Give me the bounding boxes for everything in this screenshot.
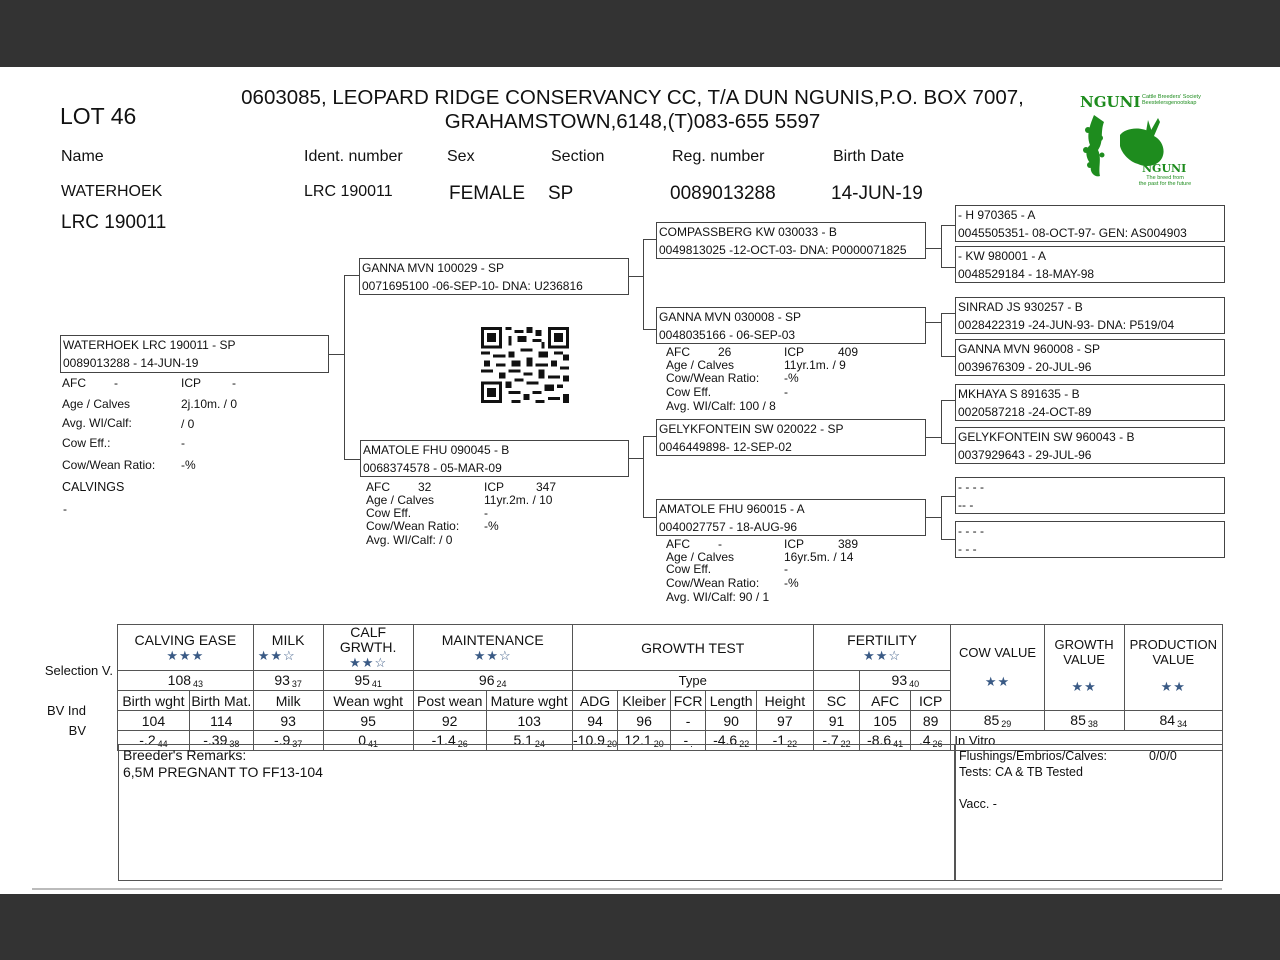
connector — [941, 356, 956, 357]
ggp-reg: -- - — [958, 498, 974, 512]
star-rating-icon: ★★ — [1071, 679, 1097, 694]
accuracy: 26 — [457, 739, 468, 749]
calvings-value: - — [63, 502, 67, 516]
group-label: CALF GRWTH. — [339, 624, 397, 655]
trait-header: Post wean — [413, 691, 486, 711]
bv-ind-cell: 103 — [486, 711, 572, 731]
trait-header: ICP — [910, 691, 951, 711]
accuracy: 38 — [229, 739, 240, 749]
dam-reg: 0068374578 - 05-MAR-09 — [363, 461, 502, 475]
bv-value: .4 — [918, 732, 931, 748]
bottom-divider — [32, 888, 1222, 890]
birth-value: 14-JUN-19 — [831, 183, 923, 204]
connector — [941, 225, 942, 268]
name-label: Name — [61, 148, 104, 165]
logo-subtitle — [1142, 94, 1201, 106]
breeder-line-2: GRAHAMSTOWN,6148,(T)083-655 5597 — [444, 110, 821, 133]
star-rating-icon: ★★ — [984, 674, 1011, 689]
connector — [941, 400, 956, 401]
trait-header: ADG — [572, 691, 618, 711]
bv-row-label: BV — [68, 723, 86, 738]
bv-value: -10.9 — [573, 732, 605, 748]
ggp-name: SINRAD JS 930257 - B — [958, 300, 1083, 314]
group-label: FERTILITY — [847, 631, 917, 648]
logo-tagline-2: the past for the future — [1138, 181, 1192, 187]
dam-box — [360, 440, 629, 477]
avgwi-value: / 0 — [181, 417, 195, 431]
sire-reg: 0071695100 -06-SEP-10- DNA: U236816 — [362, 279, 583, 293]
coweff-value: - — [181, 436, 185, 450]
coweff-value: - — [784, 385, 788, 399]
bv-value: 5.1 — [513, 732, 533, 748]
logo-tagline-1: The breed from — [1146, 175, 1184, 181]
sex-value: FEMALE — [449, 183, 526, 204]
ss-name: COMPASSBERG KW 030033 - B — [659, 225, 837, 239]
connector — [941, 225, 956, 226]
coweff-value: - — [784, 562, 788, 576]
trait-header: Birth wght — [118, 691, 190, 711]
dd-stats — [666, 537, 859, 605]
calf-growth-selection — [323, 671, 413, 691]
connector — [926, 517, 942, 518]
bv-value: -.39 — [203, 732, 228, 748]
cowwean-label: Cow/Wean Ratio: — [666, 576, 760, 590]
bv-ind-cell: 105 — [860, 711, 911, 731]
bv-ind-cell: 92 — [413, 711, 486, 731]
bv-value: -1 — [772, 732, 786, 748]
selection-value: 93 — [891, 672, 908, 688]
catalogue-page — [0, 67, 1280, 894]
age-label: Age / Calves — [666, 550, 735, 564]
dam-sire-box — [656, 419, 926, 456]
bv-ind-cell: 90 — [706, 711, 757, 731]
ggp-reg: 0028422319 -24-JUN-93- DNA: P519/04 — [958, 318, 1175, 332]
ggp-reg: 0045505351- 08-OCT-97- GEN: AS004903 — [958, 226, 1187, 240]
accuracy: 24 — [534, 739, 545, 749]
accuracy: 22 — [840, 739, 851, 749]
coweff-label: Cow Eff. — [366, 506, 412, 520]
accuracy: 20 — [606, 739, 617, 749]
trait-header: AFC — [860, 691, 911, 711]
connector — [643, 436, 657, 437]
reg-label: Reg. number — [672, 148, 765, 165]
trait-header: Kleiber — [618, 691, 671, 711]
animal-name: WATERHOEK LRC 190011 - SP — [63, 338, 236, 352]
sire-sire-box — [656, 222, 926, 259]
icp-value: 347 — [536, 480, 557, 494]
selection-value: 96 — [478, 672, 495, 688]
ggp-name: - KW 980001 - A — [958, 249, 1047, 263]
in-vitro-label: In Vitro — [951, 731, 1223, 751]
section-label: Section — [551, 148, 605, 165]
icp-stat — [181, 374, 236, 393]
cowwean-label: Cow/Wean Ratio: — [366, 519, 460, 533]
ggp-name: - H 970365 - A — [958, 208, 1036, 222]
selection-value: 93 — [274, 672, 290, 688]
afc-value: 26 — [718, 345, 732, 359]
afc-value: - — [114, 376, 118, 390]
great-grandparent-box — [955, 246, 1225, 283]
ebv-table — [117, 624, 1223, 751]
great-grandparent-box — [955, 297, 1225, 334]
bv-value: - — [683, 732, 689, 748]
trait-header: Birth Mat. — [191, 692, 252, 709]
cowwean-label: Cow/Wean Ratio: — [666, 371, 760, 385]
bv-ind-cell: 91 — [813, 711, 860, 731]
logo-tagline — [1120, 175, 1210, 187]
bv-value: 0 — [358, 732, 367, 748]
trait-header: FCR — [670, 691, 705, 711]
sex-label: Sex — [447, 148, 475, 165]
selection-row-label: Selection V. — [44, 663, 113, 678]
growth-test-header: GROWTH TEST — [572, 625, 813, 671]
coweff-label: Cow Eff.: — [62, 436, 111, 450]
star-rating-icon: ★★☆ — [473, 647, 512, 663]
dam-dam-box — [656, 499, 926, 536]
bv-value: -.9 — [273, 732, 291, 748]
afc-label: AFC — [62, 376, 86, 390]
breeders-remarks — [118, 744, 955, 881]
bv-value: -8.6 — [867, 732, 892, 748]
ggp-name: GELYKFONTEIN SW 960043 - B — [958, 430, 1135, 444]
in-vitro-info — [955, 744, 1223, 881]
great-grandparent-box — [955, 384, 1225, 421]
connector — [344, 275, 345, 460]
ss-reg: 0049813025 -12-OCT-03- DNA: P0000071825 — [659, 243, 907, 257]
birth-label: Birth Date — [833, 148, 905, 165]
index-value: 84 — [1159, 712, 1176, 728]
group-label: COW VALUE — [958, 645, 1037, 660]
accuracy: 44 — [157, 739, 168, 749]
connector — [344, 275, 360, 276]
great-grandparent-box — [955, 521, 1225, 558]
connector — [941, 496, 956, 497]
age-value: 11yr.1m. / 9 — [784, 358, 846, 372]
cowwean-value: -% — [784, 576, 799, 590]
group-label: CALVING EASE — [134, 631, 237, 648]
tests-text: Tests: CA & TB Tested — [959, 765, 1083, 779]
bv-ind-cell: 96 — [618, 711, 671, 731]
connector — [344, 459, 360, 460]
fertility-blank — [813, 671, 860, 691]
accuracy: 34 — [1177, 719, 1188, 729]
icp-label: ICP — [784, 345, 805, 359]
trait-header: Wean wght — [323, 691, 413, 711]
connector — [329, 354, 345, 355]
bv-ind-cell: - — [670, 711, 705, 731]
vacc-text: Vacc. - — [959, 797, 997, 811]
dd-reg: 0040027757 - 18-AUG-96 — [659, 520, 798, 534]
group-label: PRODUCTION VALUE — [1129, 637, 1217, 667]
breeder-address — [215, 86, 1050, 134]
trait-header: Height — [756, 691, 813, 711]
age-value: 2j.10m. / 0 — [181, 397, 238, 411]
bv-value: 12.1 — [624, 732, 652, 748]
great-grandparent-box — [955, 477, 1225, 514]
connector — [926, 248, 942, 249]
bv-ind-cell: 104 — [118, 711, 190, 731]
connector — [941, 539, 956, 540]
star-rating-icon: ★★★ — [166, 647, 205, 663]
afc-label: AFC — [666, 345, 690, 359]
trait-header: Milk — [253, 691, 323, 711]
trait-header: Mature wght — [486, 691, 572, 711]
logo-subtitle-2: Beestelersgenootskap — [1142, 100, 1197, 106]
ds-name: GELYKFONTEIN SW 020022 - SP — [659, 422, 844, 436]
connector — [941, 313, 942, 357]
connector — [643, 239, 657, 240]
ggp-reg: 0039676309 - 20-JUL-96 — [958, 360, 1092, 374]
ggp-reg: 0037929643 - 29-JUL-96 — [958, 448, 1092, 462]
ggp-name: MKHAYA S 891635 - B — [958, 387, 1080, 401]
connector — [941, 400, 942, 444]
animal-stats-labels — [62, 374, 118, 393]
flushings-value: 0/0/0 — [1149, 749, 1177, 763]
dam-stats — [366, 480, 557, 548]
age-label: Age / Calves — [62, 397, 131, 411]
dd-name: AMATOLE FHU 960015 - A — [659, 502, 805, 516]
connector — [629, 276, 644, 277]
lot-number: LOT 46 — [60, 103, 137, 129]
accuracy: 43 — [193, 679, 204, 689]
accuracy: 29 — [1001, 719, 1012, 729]
growth-value-cell — [1044, 711, 1124, 731]
great-grandparent-box — [955, 427, 1225, 464]
trait-header: SC — [813, 691, 860, 711]
afc-label: AFC — [666, 537, 690, 551]
bv-ind-cell: 89 — [910, 711, 951, 731]
selection-value: 95 — [354, 672, 370, 688]
group-label: MAINTENANCE — [441, 631, 544, 648]
icp-label: ICP — [181, 376, 202, 390]
age-value: 16yr.5m. / 14 — [784, 550, 854, 564]
ggp-reg: - - - — [958, 542, 977, 556]
name-value: WATERHOEK — [61, 183, 163, 200]
logo-title: NGUNI — [1080, 93, 1141, 111]
avgwi-label: Avg. WI/Calf: 90 / 1 — [666, 590, 770, 604]
star-rating-icon: ★★☆ — [257, 647, 296, 663]
cow-value-header — [951, 625, 1044, 711]
ggp-name: GANNA MVN 960008 - SP — [958, 342, 1101, 356]
afc-value: - — [718, 537, 722, 551]
ds-reg: 0046449898- 12-SEP-02 — [659, 440, 792, 454]
sd-stats — [666, 345, 859, 414]
connector — [941, 267, 956, 268]
growth-value-header — [1044, 625, 1124, 711]
connector — [941, 443, 956, 444]
coweff-label: Cow Eff. — [666, 385, 712, 399]
bv-value: -4.6 — [713, 732, 738, 748]
great-grandparent-box — [955, 339, 1225, 376]
sire-name: GANNA MVN 100029 - SP — [362, 261, 505, 275]
star-rating-icon: ★★☆ — [863, 647, 902, 663]
icp-value: 409 — [838, 345, 859, 359]
age-label: Age / Calves — [666, 358, 735, 372]
maintenance-header — [413, 625, 572, 671]
accuracy: 24 — [496, 679, 507, 689]
sire-box — [359, 258, 629, 295]
ident-value: LRC 190011 — [304, 183, 393, 200]
production-value-header — [1124, 625, 1222, 711]
selection-value: 108 — [167, 672, 192, 688]
bv-ind-cell: 94 — [572, 711, 618, 731]
remarks-text: 6,5M PREGNANT TO FF13-104 — [123, 764, 323, 780]
connector — [926, 437, 942, 438]
connector — [643, 329, 657, 330]
accuracy: 38 — [1087, 719, 1098, 729]
accuracy: 26 — [932, 739, 943, 749]
avgwi-label: Avg. WI/Calf: 100 / 8 — [666, 399, 776, 413]
accuracy: 37 — [291, 679, 302, 689]
remarks-label: Breeder's Remarks: — [123, 747, 247, 763]
growth-test-type: Type — [572, 671, 813, 691]
icp-label: ICP — [484, 480, 505, 494]
avgwi-label: Avg. WI/Calf: / 0 — [366, 533, 453, 547]
qr-code-icon — [481, 327, 569, 403]
great-grandparent-box — [955, 205, 1225, 242]
cowwean-value: -% — [484, 519, 499, 533]
connector — [643, 517, 657, 518]
cowwean-value: -% — [181, 458, 196, 472]
bv-ind-cell: 93 — [253, 711, 323, 731]
ident-label: Ident. number — [304, 148, 403, 165]
bvind-row-label: BV Ind — [46, 703, 86, 718]
accuracy: 41 — [368, 739, 379, 749]
index-value: 85 — [983, 712, 1000, 728]
connector — [941, 496, 942, 540]
connector — [926, 322, 942, 323]
ggp-reg: 0048529184 - 18-MAY-98 — [958, 267, 1095, 281]
star-rating-icon: ★★☆ — [349, 655, 388, 670]
calving-ease-selection — [118, 671, 254, 691]
index-value: 85 — [1070, 712, 1086, 728]
ggp-name: - - - - — [958, 524, 984, 538]
connector — [643, 436, 644, 518]
bv-ind-row — [118, 711, 1223, 731]
connector — [643, 239, 644, 330]
milk-selection — [253, 671, 323, 691]
milk-header — [253, 625, 323, 671]
calving-ease-header — [118, 625, 254, 671]
connector — [941, 313, 956, 314]
section-value: SP — [548, 183, 574, 204]
accuracy: 22 — [787, 739, 798, 749]
connector — [629, 458, 644, 459]
bv-ind-cell: 114 — [189, 711, 253, 731]
logo-brand: NGUNI — [1142, 162, 1187, 175]
accuracy: 37 — [292, 739, 303, 749]
cowwean-label: Cow/Wean Ratio: — [62, 458, 156, 472]
icp-value: - — [232, 376, 236, 390]
maintenance-selection — [413, 671, 572, 691]
bv-ind-cell: 95 — [323, 711, 413, 731]
nguni-logo — [1080, 92, 1215, 197]
accuracy: 41 — [371, 679, 382, 689]
accuracy: 22 — [739, 739, 750, 749]
ggp-reg: 0020587218 -24-OCT-89 — [958, 405, 1092, 419]
animal-box — [60, 335, 329, 373]
accuracy: 40 — [909, 679, 920, 689]
logo-subtitle-1: Cattle Breeders' Society — [1142, 94, 1201, 100]
trait-header: Length — [706, 691, 757, 711]
group-label: GROWTH VALUE — [1054, 637, 1114, 667]
fertility-selection — [860, 671, 951, 691]
sd-name: GANNA MVN 030008 - SP — [659, 310, 802, 324]
production-value-cell — [1124, 711, 1222, 731]
cowwean-value: -% — [784, 371, 799, 385]
dam-name: AMATOLE FHU 090045 - B — [363, 443, 510, 457]
calvings-label: CALVINGS — [62, 480, 125, 494]
cow-value-cell — [951, 711, 1044, 731]
afc-label: AFC — [366, 480, 390, 494]
age-label: Age / Calves — [366, 493, 435, 507]
bv-ind-cell: 97 — [756, 711, 813, 731]
name-value-2: LRC 190011 — [61, 212, 167, 233]
group-label: MILK — [271, 631, 305, 648]
sire-dam-box — [656, 307, 926, 344]
accuracy: 20 — [653, 739, 664, 749]
animal-reg: 0089013288 - 14-JUN-19 — [63, 356, 199, 370]
flushings-label: Flushings/Embrios/Calves: — [959, 749, 1107, 763]
sd-reg: 0048035166 - 06-SEP-03 — [659, 328, 796, 342]
age-value: 11yr.2m. / 10 — [484, 493, 553, 507]
icp-label: ICP — [784, 537, 805, 551]
breeder-line-1: 0603085, LEOPARD RIDGE CONSERVANCY CC, T/A DUN NGUNIS,P.O. BOX 7007, — [241, 86, 1024, 109]
fertility-header — [813, 625, 951, 671]
ggp-name: - - - - — [958, 480, 984, 494]
icp-value: 389 — [838, 537, 859, 551]
bv-value: -.2 — [139, 732, 156, 748]
bv-value: -.7 — [822, 732, 839, 748]
bv-value: -1.4 — [431, 732, 456, 748]
reg-value: 0089013288 — [670, 183, 776, 204]
afc-value: 32 — [418, 480, 432, 494]
calf-growth-header — [323, 625, 413, 671]
accuracy: 41 — [893, 739, 904, 749]
accuracy: . — [690, 739, 693, 749]
coweff-value: - — [484, 506, 488, 520]
star-rating-icon: ★★ — [1160, 679, 1186, 694]
avgwi-label: Avg. WI/Calf: — [62, 416, 132, 430]
coweff-label: Cow Eff. — [666, 562, 712, 576]
